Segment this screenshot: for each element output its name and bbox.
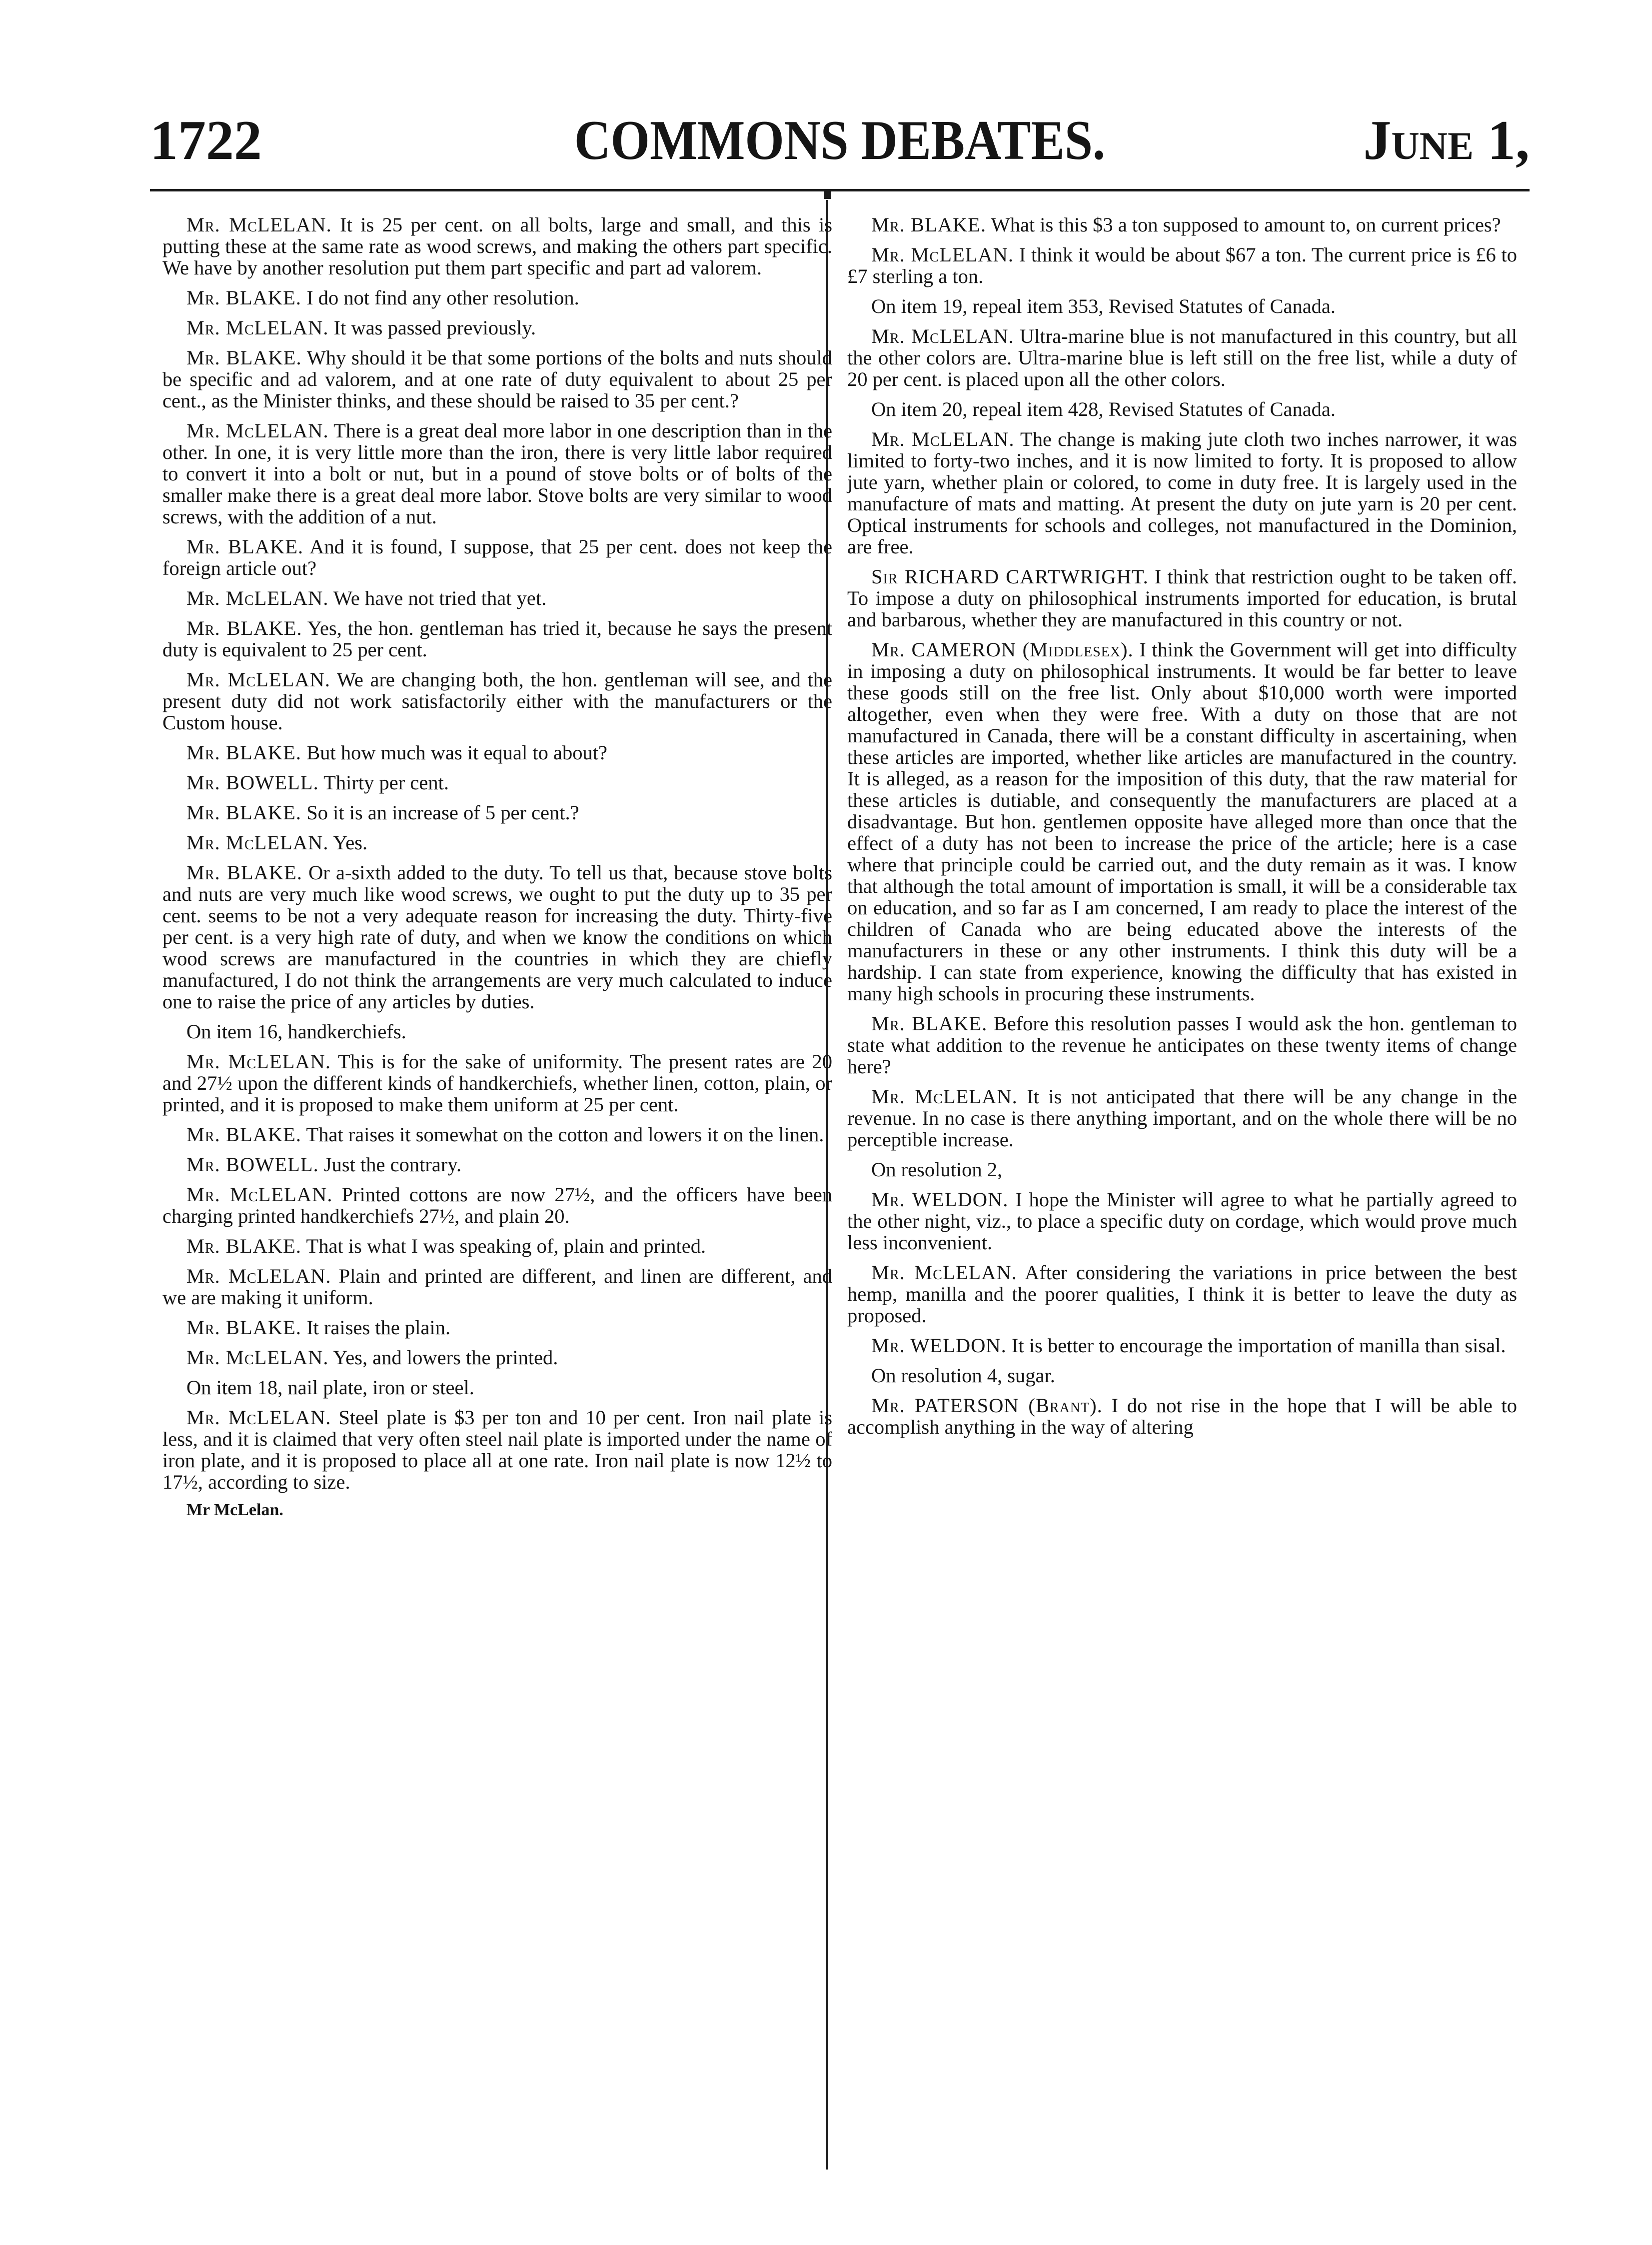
speech-paragraph xyxy=(162,1265,832,1308)
speech-text: We are changing both, the hon. gentleman will see, and the present duty did not work satisfactorily either with the manufacturers or the Custom house. xyxy=(162,668,832,734)
speech-paragraph xyxy=(162,214,832,278)
right-column xyxy=(847,214,1517,1446)
speaker-name: Mr. McLELAN. xyxy=(186,831,329,854)
speech-paragraph xyxy=(162,802,832,823)
speech-paragraph xyxy=(162,1124,832,1145)
item-heading xyxy=(847,1159,1517,1180)
speech-paragraph xyxy=(847,1395,1517,1438)
speech-text: I hope the Minister will agree to what he partially agreed to the other night, viz., to place a specific duty on cordage, which would prove much less inconvenient. xyxy=(847,1188,1518,1254)
speaker-name: Mr. WELDON. xyxy=(871,1188,1009,1211)
speech-paragraph xyxy=(162,862,832,1012)
speech-text: It is better to encourage the importation of manilla than sisal. xyxy=(1011,1334,1506,1357)
speech-text: What is this $3 a ton supposed to amount to, on current prices? xyxy=(991,213,1501,236)
speech-text: I think it would be about $67 a ton. The current price is £6 to £7 sterling a ton. xyxy=(847,243,1517,287)
speech-text: This is for the sake of uniformity. The present rates are 20 and 27½ upon the different kinds of handkerchiefs, whether linen, cotton, plain, or printed, and it is proposed to make them uniform at 25 per cent. xyxy=(162,1050,832,1116)
speaker-name: Mr. McLELAN. xyxy=(186,1265,331,1287)
speech-paragraph xyxy=(847,566,1517,630)
speech-paragraph xyxy=(162,1235,832,1257)
speech-text: The change is making jute cloth two inches narrower, it was limited to forty-two inches, and it is now limited to forty. It is proposed to allow jute yarn, whether plain or colored, to come in duty free. It is largely used in the manufacture of mats and matting. At present the duty on jute yarn is 20 per cent. Optical instruments for schools and colleges, not manufactured in the Dominion, are free. xyxy=(847,428,1517,558)
speaker-name: Mr. McLELAN. xyxy=(871,325,1014,347)
speech-text: It is 25 per cent. on all bolts, large and small, and this is putting these at the same rate as wood screws, and making the others part specific. We have by another resolution put them part specific and part ad valorem. xyxy=(162,213,832,279)
speech-paragraph xyxy=(162,287,832,308)
speech-paragraph xyxy=(162,347,832,411)
speaker-name: Mr. McLELAN. xyxy=(186,1406,331,1429)
speech-paragraph xyxy=(162,1317,832,1338)
speech-paragraph xyxy=(847,325,1517,390)
speech-text: On resolution 2, xyxy=(871,1158,1003,1181)
speaker-name: Mr. BLAKE. xyxy=(186,741,302,764)
speech-text: Thirty per cent. xyxy=(323,771,449,794)
speech-paragraph xyxy=(162,772,832,793)
journal-title: COMMONS DEBATES. xyxy=(574,109,1106,171)
speaker-name: Mr. BLAKE. xyxy=(186,346,302,369)
speech-text: We have not tried that yet. xyxy=(333,587,547,609)
item-heading xyxy=(847,295,1517,317)
speech-paragraph xyxy=(847,244,1517,287)
speech-text: That raises it somewhat on the cotton and lowers it on the linen. xyxy=(306,1123,824,1146)
speaker-name: Mr. BLAKE. xyxy=(186,535,304,558)
speaker-name: Mr. McLELAN. xyxy=(186,1050,331,1073)
item-heading xyxy=(162,1377,832,1398)
speech-text: It was passed previously. xyxy=(333,316,536,339)
speech-paragraph xyxy=(847,1086,1517,1150)
speech-paragraph xyxy=(162,832,832,853)
speech-paragraph xyxy=(162,420,832,527)
speech-text: I do not rise in the hope that I will be able to accomplish anything in the way of altering xyxy=(847,1394,1517,1438)
speaker-name: Mr. McLELAN. xyxy=(871,243,1014,266)
speaker-name: Mr. McLELAN. xyxy=(186,1346,329,1369)
speaker-name: Mr. McLELAN. xyxy=(186,587,329,609)
speech-paragraph xyxy=(162,536,832,579)
speech-text: Before this resolution passes I would ask the hon. gentleman to state what addition to the revenue he anticipates on these twenty items of change here? xyxy=(847,1012,1517,1078)
speaker-name: Mr. BLAKE. xyxy=(871,1012,988,1035)
speech-paragraph xyxy=(847,1013,1517,1077)
catchword: Mr McLelan. xyxy=(186,1501,283,1519)
speech-text: But how much was it equal to about? xyxy=(306,741,607,764)
speech-paragraph xyxy=(162,742,832,763)
speaker-name: Mr. McLELAN. xyxy=(186,1183,333,1206)
speech-text: So it is an increase of 5 per cent.? xyxy=(306,801,579,824)
speech-paragraph xyxy=(162,1347,832,1368)
issue-date: June 1, xyxy=(1363,109,1530,171)
speech-text: Printed cottons are now 27½, and the officers have been charging printed handkerchiefs 27½, and plain 20. xyxy=(162,1183,832,1227)
speech-paragraph xyxy=(847,1189,1517,1253)
speaker-name: Mr. McLELAN. xyxy=(871,428,1015,450)
page-header xyxy=(150,109,1530,187)
speaker-name: Mr. BLAKE. xyxy=(186,861,303,884)
page-number: 1722 xyxy=(150,109,262,171)
speaker-name: Mr. BOWELL. xyxy=(186,771,319,794)
speech-text: Plain and printed are different, and linen are different, and we are making it uniform. xyxy=(162,1265,832,1309)
speech-paragraph xyxy=(847,214,1517,235)
item-heading xyxy=(847,398,1517,420)
speech-text: On item 20, repeal item 428, Revised Statutes of Canada. xyxy=(871,398,1336,420)
speaker-name: Mr. BLAKE. xyxy=(871,213,987,236)
speech-text: I do not find any other resolution. xyxy=(306,286,579,309)
item-heading xyxy=(847,1365,1517,1386)
speaker-name: Sir RICHARD CARTWRIGHT. xyxy=(871,565,1149,588)
speech-text: It raises the plain. xyxy=(306,1316,451,1339)
speaker-name: Mr. BLAKE. xyxy=(186,286,302,309)
speaker-name: Mr. McLELAN. xyxy=(871,1085,1018,1108)
speech-paragraph xyxy=(162,1184,832,1227)
speech-text: On item 16, handkerchiefs. xyxy=(186,1020,406,1043)
item-heading xyxy=(162,1021,832,1042)
speaker-name: Mr. McLELAN. xyxy=(186,419,329,442)
left-column xyxy=(162,214,832,1528)
speaker-name: Mr. BLAKE. xyxy=(186,617,302,639)
speaker-name: Mr. BLAKE. xyxy=(186,1316,302,1339)
speaker-name: Mr. BOWELL. xyxy=(186,1153,319,1176)
speech-paragraph xyxy=(162,587,832,609)
speaker-name: Mr. McLELAN. xyxy=(186,668,330,691)
speech-paragraph xyxy=(162,1051,832,1115)
speech-paragraph xyxy=(162,617,832,660)
speaker-name: Mr. McLELAN. xyxy=(186,316,329,339)
speech-text: On resolution 4, sugar. xyxy=(871,1364,1055,1387)
speech-text: After considering the variations in price between the best hemp, manilla and the poorer qualities, I think it is better to leave the duty as proposed. xyxy=(847,1261,1517,1327)
speech-text: On item 18, nail plate, iron or steel. xyxy=(186,1376,474,1399)
speech-text: Yes, and lowers the printed. xyxy=(333,1346,558,1369)
speech-paragraph xyxy=(847,428,1517,557)
speech-paragraph xyxy=(162,1154,832,1175)
speaker-name: Mr. PATERSON (Brant). xyxy=(871,1394,1103,1417)
speech-text: Why should it be that some portions of the bolts and nuts should be specific and ad valorem, and at one rate of duty equivalent to about 25 per cent., as the Minister thinks, and these should be raised to 35 per cent.? xyxy=(162,346,832,412)
speech-text: I think the Government will get into difficulty in imposing a duty on philosophical instruments. It would be far better to leave these goods still on the free list. Only about $10,000 worth were imported altogether, even when they were free. With a duty on those that are not manufactured in Canada, there will be a constant difficulty in ascertaining, when these articles are imported, whether like articles are manufactured in the country. It is alleged, as a reason for the imposition of this duty, that the raw material for these articles is dutiable, and consequently the manufacturers are placed at a disadvantage. But hon. gentlemen opposite have alleged more than once that the effect of a duty has not been to increase the price of the article; here is a case where that principle could be carried out, and the duty remain as it was. I know that although the total amount of importation is small, it will be a considerable tax on education, and so far as I am concerned, I am ready to place the interest of the children of Canada who are being educated above the interests of the manufacturers in these or any other instruments. I think this duty will be a hardship. I can state from experience, knowing the difficulty that has existed in many high schools in procuring these instruments. xyxy=(847,638,1517,1005)
speech-paragraph xyxy=(847,1335,1517,1356)
speech-text: On item 19, repeal item 353, Revised Statutes of Canada. xyxy=(871,295,1336,317)
speech-paragraph xyxy=(162,1407,832,1493)
speaker-name: Mr. BLAKE. xyxy=(186,1123,302,1146)
speech-text: It is not anticipated that there will be any change in the revenue. In no case is there anything important, and on the whole there will be no perceptible increase. xyxy=(847,1085,1518,1151)
speaker-name: Mr. McLELAN. xyxy=(186,213,332,236)
speech-text: Yes, the hon. gentleman has tried it, because he says the present duty is equivalent to 25 per cent. xyxy=(162,617,832,661)
speech-paragraph xyxy=(162,317,832,338)
speaker-name: Mr. WELDON. xyxy=(871,1334,1007,1357)
speaker-name: Mr. CAMERON (Middlesex). xyxy=(871,638,1134,661)
speaker-name: Mr. BLAKE. xyxy=(186,1235,302,1257)
speech-text: Steel plate is $3 per ton and 10 per cent. Iron nail plate is less, and it is claimed that very often steel nail plate is imported under the name of iron plate, and it is proposed to place all at one rate. Iron nail plate is now 12½ to 17½, according to size. xyxy=(162,1406,833,1493)
speech-text: And it is found, I suppose, that 25 per cent. does not keep the foreign article out? xyxy=(162,535,832,579)
speaker-name: Mr. McLELAN. xyxy=(871,1261,1017,1284)
speaker-name: Mr. BLAKE. xyxy=(186,801,302,824)
speech-text: Yes. xyxy=(333,831,368,854)
header-rule xyxy=(150,189,1530,191)
speech-text: There is a great deal more labor in one description than in the other. In one, it is very little more than the iron, there is very little labor required to convert it into a bolt or nut, but in a pound of stove bolts or of bolts of the smaller make there is a great deal more labor. Stove bolts are very similar to wood screws, with the addition of a nut. xyxy=(162,419,832,528)
speech-paragraph xyxy=(847,639,1517,1004)
speech-text: Just the contrary. xyxy=(323,1153,462,1176)
speech-text: I think that restriction ought to be taken off. To impose a duty on philosophical instruments imported for education, is brutal and barbarous, whether they are manufactured in this country or not. xyxy=(847,565,1518,631)
speech-text: Or a-sixth added to the duty. To tell us that, because stove bolts and nuts are very much like wood screws, we ought to put the duty up to 35 per cent. seems to be not a very adequate reason for increasing the duty. Thirty-five per cent. is a very high rate of duty, and when we know the conditions on which wood screws are manufactured in the countries in which they are chiefly manufactured, I do not think the arrangements are very much calculated to induce one to raise the price of any articles by duties. xyxy=(162,861,832,1013)
speech-paragraph xyxy=(162,669,832,733)
speech-text: That is what I was speaking of, plain and printed. xyxy=(306,1235,706,1257)
header-rule-notch xyxy=(824,189,831,199)
speech-paragraph xyxy=(847,1262,1517,1326)
speech-text: Ultra-marine blue is not manufactured in this country, but all the other colors are. Ultra-marine blue is left still on the free list, while a duty of 20 per cent. is placed upon all the other colors. xyxy=(847,325,1517,390)
